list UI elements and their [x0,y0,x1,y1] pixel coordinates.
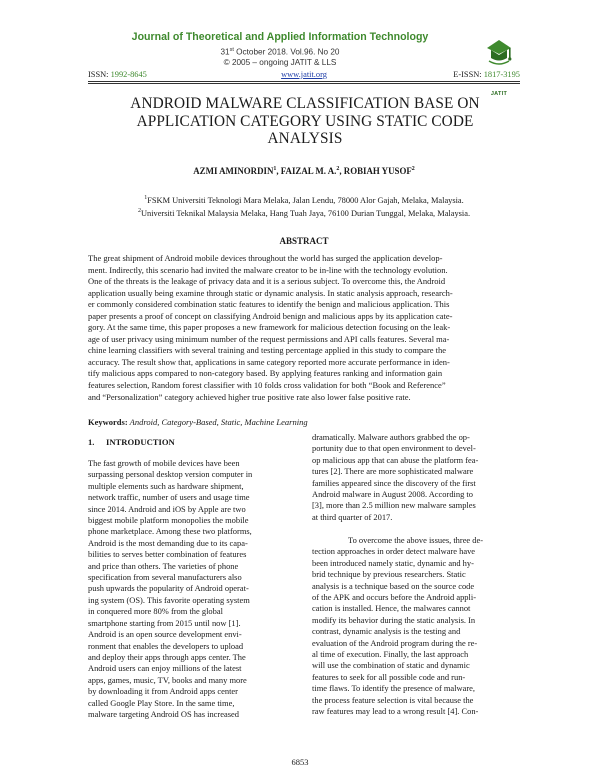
text-line: called Google Play Store. In the same time, [88,697,235,708]
text-line: raw features may lead to a wrong result [4]. Con- [312,706,479,717]
text-line: in conquered more 80% from the global [88,606,223,617]
eissn: E-ISSN: 1817-3195 [453,70,520,79]
text-line: ing system (OS). This favorite operating system [88,594,250,605]
text-line: been introduced namely static, dynamic and hy- [312,557,474,568]
header-rule-bottom [88,83,520,84]
journal-header [60,31,500,68]
text-line: and deploy their apps through apps center. The [88,651,246,662]
abstract-line: accuracy. The result show that, applications in same category reported more accurate performance in iden- [88,356,450,367]
abstract-line: gory. At the same time, this paper proposes a new framework for malicious detection focusing on the leak- [88,322,451,333]
text-line: phone marketplace. Among these two platforms, [88,526,252,537]
text-line: brid technique by previous researchers. Static [312,569,466,580]
abstract-line: chine learning classifiers with several training and testing percentage applied in this study to compare the [88,345,447,356]
abstract-line: features selection, Random forest classifier with 10 folds cross validation for both “Book and Reference” [88,380,446,391]
text-line: modify its behavior during the static analysis. In [312,614,476,625]
authors: AZMI AMINORDIN$^1$, FAIZAL M. A.$^2$, ROBIAH YUSOF$^2$ [193,166,415,176]
section-heading-introduction: 1. INTRODUCTION [88,437,175,447]
text-line: apps, games, music, TV, books and many more [88,674,247,685]
text-line: Android is an open source development envi- [88,629,242,640]
abstract-line: er commonly considered combination static features to identify the benign and malicious application. This [88,299,450,310]
text-line: cation is installed. Hence, the malwares cannot [312,603,471,614]
text-line: op malicious app that can abuse the platform fea- [312,454,479,465]
text-line: features to seek for all possible code and run- [312,671,466,682]
keywords-value: Android, Category-Based, Static, Machine Learning [127,417,308,427]
text-line: bilities to serves better combination of features [88,549,247,560]
issn: ISSN: 1992-8645 [88,70,147,79]
intro-column-right-top [312,432,520,523]
text-line: portunity due to that open environment to devel- [312,443,476,454]
text-line: and price than others. The varieties of phone [88,560,239,571]
page-number: 6853 [291,757,309,767]
text-line: of the APK and occurs before the Android appli- [312,592,477,603]
abstract-line: and “Personalization” category achieved higher true positive rate also lower false positive rate. [88,391,411,402]
abstract-line: age of user privacy using minimum number of the request permissions and API calls features. Several ma- [88,333,450,344]
keywords [88,417,520,427]
text-line: since 2014. Android and iOS by Apple are two [88,503,246,514]
affiliation-2: $^2$Universiti Teknikal Malaysia Melaka, Hang Tuah Jaya, 76100 Durian Tunggal, Melaka, Malaysia. [137,208,471,218]
text-line: ronment that enables the developers to upload [88,640,244,651]
text-line: tection approaches in order detect malware have [312,546,476,557]
text-line: Android users can enjoy millions of the latest [88,663,242,674]
text-line: specification from several manufacturers also [88,572,242,583]
text-line: multiple elements such as hardware shipment, [88,480,244,491]
abstract-body [88,253,520,403]
text-line: tures [2]. There are more sophisticated malware [312,466,474,477]
header-rule-top [88,81,520,82]
text-line: the process feature selection is vital because the [312,694,474,705]
text-line: The fast growth of mobile devices have been [88,458,240,468]
abstract-line: One of the threats is the leakage of privacy data and it is a serious subject. To overcome this, the Android [88,276,446,287]
text-line: evaluation of the Android program during the re- [312,637,478,648]
abstract-heading: ABSTRACT [279,236,329,246]
intro-column-right-bottom [312,535,520,718]
text-line: contrast, dynamic analysis is the testing and [312,626,461,637]
text-line: Android malware in August 2008. According to [312,489,473,500]
text-line: Android is the most demanding due to its capa- [88,537,248,548]
journal-issue: 31st October 2018. Vol.96. No 20 [220,47,340,57]
keywords-label: Keywords: [88,417,128,427]
intro-column-left [88,458,290,720]
text-line: biggest mobile platform monopolies the mobile [88,515,249,526]
text-line: dramatically. Malware authors grabbed the op- [312,432,470,442]
journal-copyright: © 2005 – ongoing JATIT & LLS [223,57,337,67]
text-line: push upwards the popularity of Android operat- [88,583,249,594]
text-line: [3], more than 2.5 million new malware samples [312,500,476,511]
text-line: surpassing personal desktop version computer in [88,469,253,480]
text-line: families appeared since the discovery of the first [312,477,476,488]
title-line: ANALYSIS [267,130,343,147]
text-line: at third quarter of 2017. [312,511,393,522]
abstract-line: application usually being examine through static or dynamic analysis. In static analysis approach, research- [88,287,453,298]
text-line: analysis is a technique based on the source code [312,580,475,591]
paper-title [100,95,510,148]
text-line: smartphone starting from 2015 until now [1]. [88,617,241,628]
text-line: To overcome the above issues, three de- [348,535,484,545]
journal-title: Journal of Theoretical and Applied Information Technology [131,31,429,43]
title-line: APPLICATION CATEGORY USING STATIC CODE [136,112,474,130]
text-line: will use the combination of static and dynamic [312,660,470,671]
website-link[interactable]: www.jatit.org [281,70,327,79]
title-line: ANDROID MALWARE CLASSIFICATION BASE ON [130,95,480,112]
text-line: by downloading it from Android apps center [88,686,238,697]
abstract-line: tify malicious apps compared to non-category based. By applying features ranking and information gain [88,368,443,379]
text-line: al time of execution. Finally, the last approach [312,649,469,660]
abstract-line: paper presents a proof of concept on classifying Android benign and malicious apps by its application cate- [88,310,453,321]
text-line: network traffic, number of users and usage time [88,492,250,503]
affiliation-1: $^1$FSKM Universiti Teknologi Mara Melaka, Jalan Lendu, 78000 Alor Gajah, Melaka, Malaysia. [144,195,464,205]
text-line: malware targeting Android OS has increased [88,708,239,719]
text-line: time flaws. To identify the presence of malware, [312,683,476,694]
abstract-line: ment. Indirectly, this scenario had invited the malware creator to be in-line with the technology evolution. [88,264,448,275]
abstract-line: The great shipment of Android mobile devices throughout the world has surged the application develop- [88,253,443,263]
logo-text: JATIT [490,91,508,97]
